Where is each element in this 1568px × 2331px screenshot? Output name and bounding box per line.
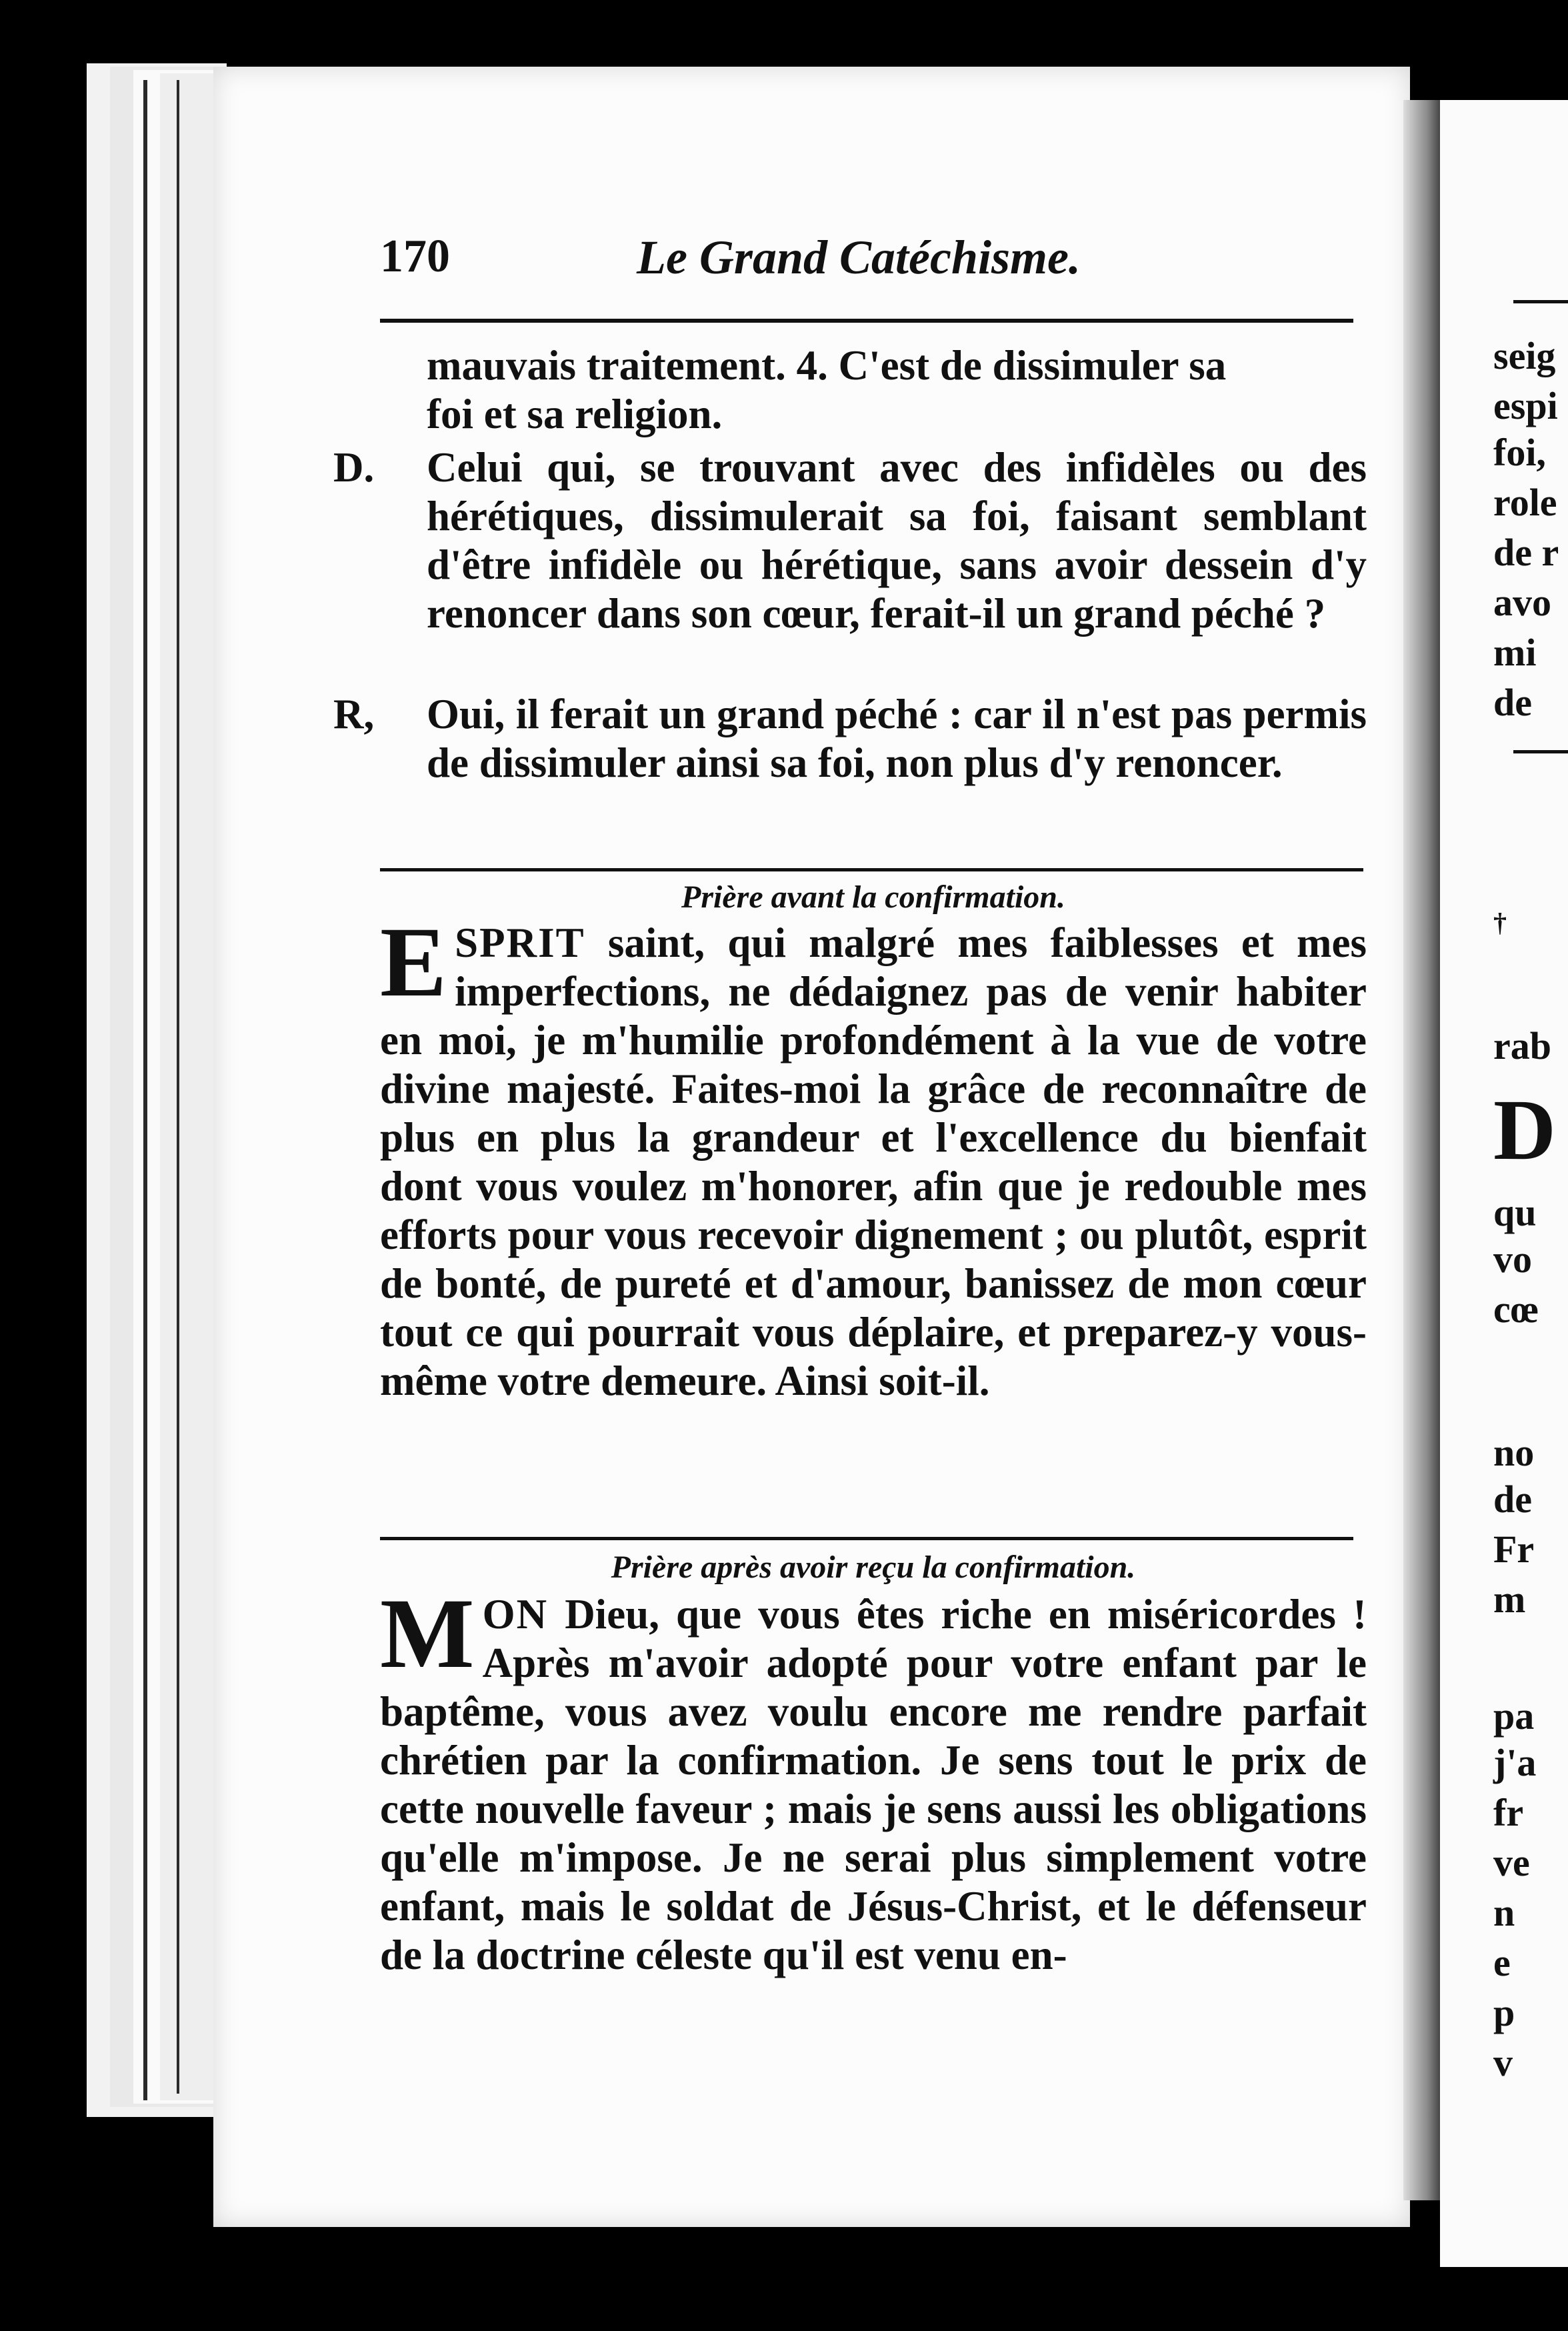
next-page-fragment (1440, 100, 1568, 2267)
next-page-text: no (1493, 1431, 1535, 1474)
page-edge-line (177, 80, 179, 2094)
next-page-text: de (1493, 681, 1532, 724)
question-marker: D. (333, 444, 375, 491)
next-page-text: † (1493, 907, 1507, 937)
drop-cap: E (380, 907, 447, 1017)
next-page-text: role (1493, 481, 1557, 524)
next-page-text: rab (1493, 1024, 1551, 1067)
running-title: Le Grand Catéchisme. (637, 231, 1081, 284)
prayer-text: saint, qui malgré mes faiblesses et mes imperfections, ne dédaignez pas de venir habiter en moi, je m'humilie profondément à la vue de votre divine majesté. Faites-moi la grâce de reconnaître de plus en plus la grandeur et l'excellence du bienfait dont vous voulez m'honorer, afin que je redouble mes efforts pour vous recevoir dignement ; ou plutôt, esprit de bonté, de pureté et d'amour, banissez de mon cœur tout ce qui pourrait vous déplaire, et preparez-y vous-même votre demeure. Ainsi soit-il. (380, 919, 1367, 1404)
drop-cap: M (380, 1578, 475, 1689)
next-page-text: mi (1493, 631, 1537, 674)
prayer-first-word: SPRIT (455, 919, 585, 966)
answer-marker: R, (333, 691, 375, 737)
next-page-text: de r (1493, 531, 1559, 574)
book-spine (1403, 100, 1443, 2200)
prayer-text: Dieu, que vous êtes riche en miséricordes ! Après m'avoir adopté pour votre enfant par le baptême, vous avez voulu encore me rendre parfait chrétien par la confirmation. Je sens tout le prix de cette nouvelle faveur ; mais je sens aussi les obligations qu'elle m'impose. Je ne serai plus simplement votre enfant, mais le soldat de Jésus-Christ, et le défenseur de la doctrine céleste qu'il est venu en- (380, 1591, 1367, 1978)
next-page-text: seig (1493, 334, 1556, 377)
answer-text: Oui, il ferait un grand péché : car il n'est pas permis de dissimuler ainsi sa foi, non plus d'y renoncer. (427, 691, 1367, 786)
question-paragraph (333, 443, 1367, 638)
question-text: Celui qui, se trouvant avec des infidèles ou des hérétiques, dissimulerait sa foi, faisant semblant d'être infidèle ou hérétique, sans avoir dessein d'y renoncer dans son cœur, ferait-il un grand péché ? (427, 444, 1367, 637)
next-page-text: fr (1493, 1791, 1524, 1834)
next-page-text: de (1493, 1478, 1532, 1521)
next-page-text: qu (1493, 1191, 1537, 1234)
next-page-text: vo (1493, 1238, 1532, 1281)
next-page-text: v (1493, 2041, 1513, 2084)
next-page-text: pa (1493, 1694, 1535, 1738)
next-page-text: avo (1493, 581, 1551, 624)
section-rule (380, 868, 1363, 871)
page-edge-line (143, 80, 147, 2100)
next-page-text: foi, (1493, 431, 1546, 474)
prayer-first-word: ON (482, 1591, 549, 1638)
next-page-text: D (1493, 1082, 1556, 1178)
continuation-line: mauvais traitement. 4. C'est de dissimuler sa (427, 342, 1227, 389)
next-page-text: cœ (1493, 1288, 1539, 1331)
question-block (333, 443, 1367, 638)
next-page-text: Fr (1493, 1528, 1535, 1571)
next-page-rule (1513, 300, 1568, 303)
prayer-title: Prière avant la confirmation. (681, 879, 1065, 915)
prayer-before-confirmation (380, 907, 1367, 1406)
page-header (380, 230, 1373, 297)
next-page-text: p (1493, 1991, 1515, 2034)
next-page-text: j'a (1493, 1741, 1537, 1784)
header-rule (380, 319, 1353, 323)
next-page-rule (1513, 750, 1568, 753)
continuation-text (380, 341, 1367, 439)
prayer-title: Prière après avoir reçu la confirmation. (611, 1550, 1136, 1585)
continuation-line: foi et sa religion. (427, 391, 723, 437)
next-page-text: espi (1493, 384, 1558, 427)
section-rule (380, 1537, 1353, 1540)
next-page-text: ve (1493, 1841, 1530, 1884)
next-page-text: e (1493, 1941, 1511, 1984)
answer-paragraph (333, 690, 1367, 787)
prayer-after-confirmation (380, 1578, 1367, 1980)
answer-block (333, 690, 1367, 787)
page-number: 170 (380, 231, 450, 282)
next-page-text: m (1493, 1578, 1526, 1621)
next-page-text: n (1493, 1891, 1515, 1934)
